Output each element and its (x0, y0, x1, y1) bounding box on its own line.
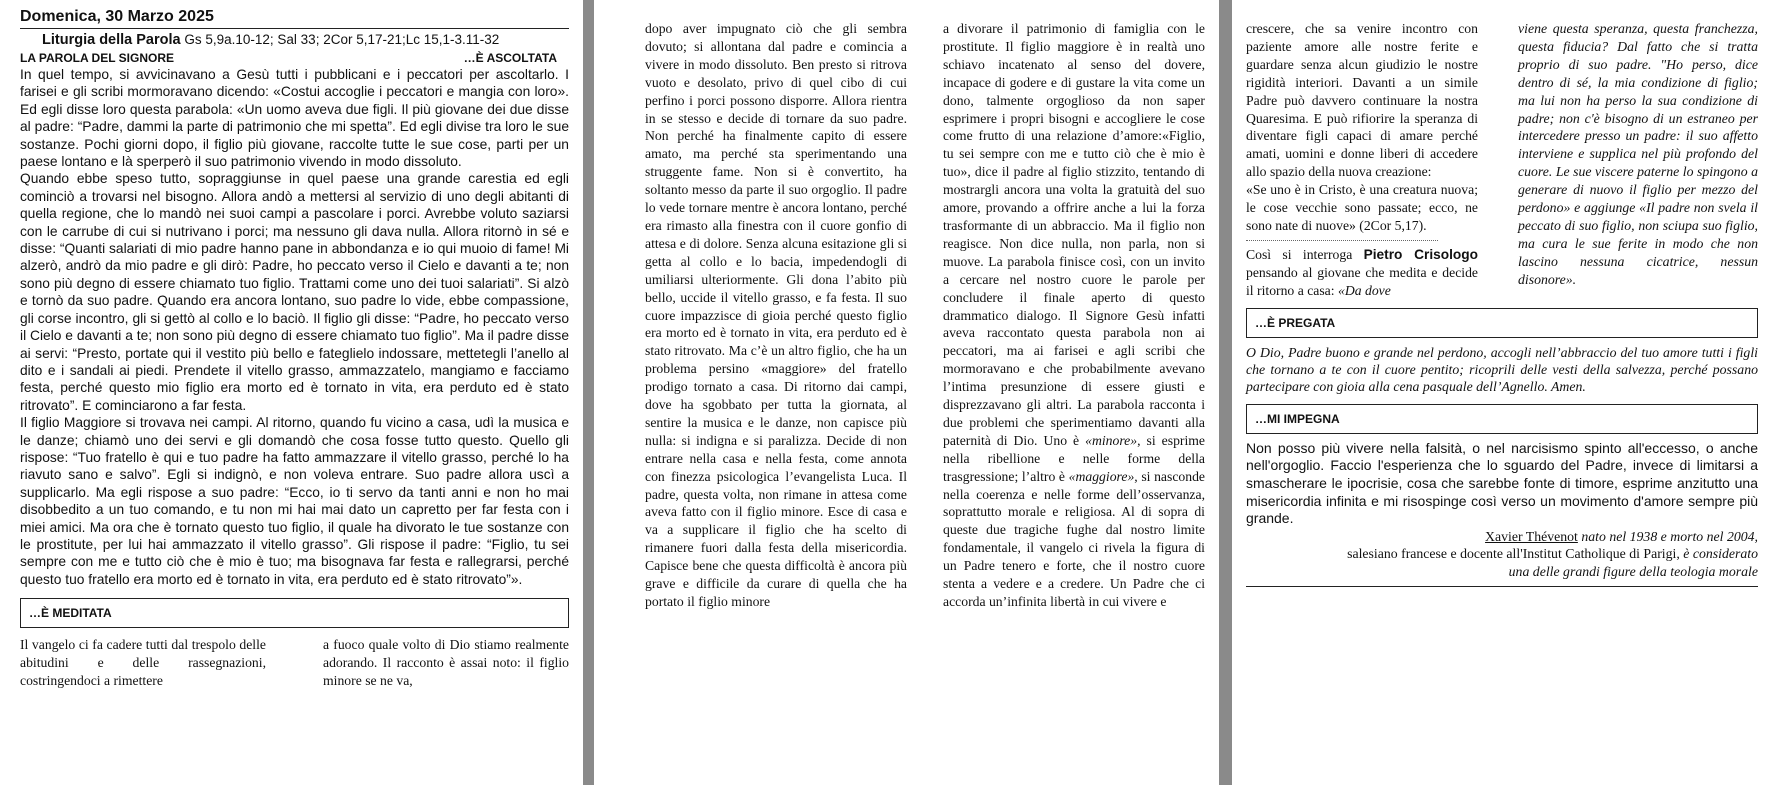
text-italic-run: «minore» (1085, 432, 1138, 448)
date-heading: Domenica, 30 Marzo 2025 (20, 8, 569, 29)
readings-reference: Gs 5,9a.10-12; Sal 33; 2Cor 5,17-21;Lc 15,1-3.11-32 (184, 32, 500, 47)
crisologo-intro (1246, 246, 1478, 300)
meditata-col-1: Il vangelo ci fa cadere tutti dal trespolo delle abitudini e delle rassegnazioni, costringendoci a rimettere (20, 637, 266, 688)
author-signature (1246, 528, 1758, 581)
text-run: a divorare il patrimonio di famiglia con le prostitute. Il figlio maggiore è in realtà uno schiavo incatenato al senso del dovere, incapace di godere e di gustare la vita come un dono, talmente orgoglioso da non saper esprimere i propri bisogni e accogliere le cose come frutto di una relazione d’amore:«Figlio, tu sei sempre con me e tutto ciò che è mio è tuo», dice il padre al figlio stizzito, tentando di mostrargli ancora una volta la gratuità del suo amore, provando a offrire anche a lui la forza trasformante di un abbraccio. Ma il figlio non reagisce. Non dice nulla, non parla, non si muove. La parabola finisce così, con un invito a cercare nel nostro cuore le parole per concludere il finale aperto di questo drammatico dialogo. Il Signore Gesù infatti aveva raccontato questa parabola non ai peccatori, ma ai farisei e agli scribi che mormoravano e che probabilmente avevano l’intima presunzione di essere giusti e disprezzavano gli altri. La parabola racconta i due problemi che sperimentiamo davanti alla paternità di Dio. Uno è (943, 21, 1205, 448)
meditata-col-2: a fuoco quale volto di Dio stiamo realmente adorando. Il racconto è assai noto: il figlio minore se ne va, (323, 637, 569, 688)
divider (1246, 240, 1438, 241)
impegno-text: Non posso più vivere nella falsità, o nel narcisismo spinto all'eccesso, o anche nell'orgoglio. Faccio l'esperienza che lo sguardo del Padre, invece di limitarsi a smascherare le ipocrisie, cosa che sarebbe fonte di timore, esprime anzitutto una misericordia infinita e mi risospinge così verso un movimento d'amore sempre più grande. (1246, 439, 1758, 527)
section-left-label: LA PAROLA DEL SIGNORE (20, 51, 175, 65)
meditata-col-3: dopo aver impugnato ciò che gli sembra dovuto; si allontana dal padre e comincia a vivere in modo dissoluto. Ben presto si ritrova vuoto e desolato, privo di quel cibo di cui perfino i porci possono disporre. Allora rientra in se stesso e decide di tornare da suo padre. Non perché ha finalmente capito di essere amato, ma perché sta sperimentando una struggente fame. Non si è convertito, ha soltanto messo da parte il suo orgoglio. Il padre lo vede tornare mentre è ancora lontano, perché era rimasto alla finestra con il cuore gonfio di attesa e di dolore. Senza alcuna esitazione gli si getta al collo e lo bacia, impedendogli di umiliarsi ulteriormente. Gli dona l’abito più bello, uccide il vitello grasso, e fa festa. Il suo cuore impazzisce di gioia perché questo figlio era morto ed è tornato in vita, era perduto ed è stato ritrovato. Ma c’è un altro figlio, che ha un problema persino «maggiore» del fratello prodigo tornato a casa. Di ritorno dai campi, dove ha sgobbato per tutta la giornata, al sentire la musica e le danze, non capisce più nulla: si indigna e si paralizza. Decide di non entrare nella casa e nella festa, come annota con finezza psicologica l’evangelista Luca. Il padre, questa volta, non rimane in attesa come aveva fatto con il figlio minore. Esce di casa e va a supplicare il figlio che ha scelto di rimanere fuori dalla festa della misericordia. Capisce bene che questa difficoltà è ancora più grave e difficile da curare di quella che ha portato il figlio minore (645, 21, 907, 609)
meditata-columns-3 (1246, 20, 1758, 300)
section-row (20, 51, 569, 65)
text-run: Così si interroga (1246, 246, 1364, 262)
author-link: Xavier Thévenot (1485, 528, 1578, 544)
text-italic-run: «Da dove (1337, 282, 1391, 298)
gospel-text (20, 66, 569, 588)
text-italic-run: nato nel 1938 e morto nel 2004, (1577, 528, 1758, 544)
signature-line-3 (1246, 563, 1758, 581)
gospel-paragraph: Il figlio Maggiore si trovava nei campi. Al ritorno, quando fu vicino a casa, udì la musica e le danze; chiamò uno dei servi e gli domandò che cosa fosse tutto questo. Quello gli rispose: “Tuo fratello è qui e tuo padre ha fatto ammazzare il vitello grasso, perché lo ha riavuto sano e salvo”. Egli si indignò, e non voleva entrare. Suo padre allora uscì a supplicarlo. Ma egli rispose a suo padre: “Ecco, io ti servo da tanti anni e non ho mai disobbedito a un tuo comando, e tu non mi hai mai dato un capretto per far festa con i miei amici. Ma ora che è tornato questo tuo figlio, il quale ha divorato le tue sostanze con le prostitute, per lui hai ammazzato il vitello grasso”. Gli rispose il padre: “Figlio, tu sei sempre con me e tutto ciò che è mio è tuo; ma bisognava far festa e rallegrarsi, perché questo tuo fratello era morto ed è tornato in vita, era perduto ed è stato ritrovato”». (20, 415, 569, 587)
liturgy-title: Liturgia della Parola (42, 32, 181, 48)
text-run: pensando al giovane che medita e decide il ritorno a casa: (1246, 264, 1478, 298)
scripture-quote: «Se uno è in Cristo, è una creatura nuova; le cose vecchie sono passate; ecco, ne sono nate di nuove» (2Cor 5,17). (1246, 182, 1478, 233)
meditata-col-5 (1246, 20, 1478, 300)
meditata-col-4 (943, 20, 1205, 611)
author-name: Pietro Crisologo (1363, 246, 1478, 262)
text-run: salesiano francese e docente all'Institut Catholique di Parigi, (1347, 546, 1684, 562)
gospel-paragraph: Quando ebbe speso tutto, sopraggiunse in quel paese una grande carestia ed egli cominciò a trovarsi nel bisogno. Allora andò a mettersi al servizio di uno degli abitanti di quella regione, che lo mandò nei suoi campi a pascolare i porci. Avrebbe voluto saziarsi con le carrube di cui si nutrivano i porci; ma nessuno gli dava nulla. Allora ritornò in sé e disse: “Quanti salariati di mio padre hanno pane in abbondanza e io qui muoio di fame! Mi alzerò, andrò da mio padre e gli dirò: Padre, ho peccato verso il Cielo e davanti a te; non sono più degno di essere chiamato tuo figlio. Trattami come uno dei tuoi salariati”. Si alzò e tornò da suo padre. Quando era ancora lontano, suo padre lo vide, ebbe compassione, gli corse incontro, gli si gettò al collo e lo baciò. Il figlio gli disse: “Padre, ho peccato verso il Cielo e davanti a te; non sono più degno di essere chiamato tuo figlio”. Ma il padre disse ai servi: “Presto, portate qui il vestito più bello e fateglielo indossare, mettetegli l’anello al dito e i sandali ai piedi. Prendete il vitello grasso, ammazzatelo, mangiamo e facciamo festa, perché questo mio figlio era morto ed è tornato in vita, era perduto ed è stato ritrovato”. E cominciarono a far festa. (20, 171, 569, 413)
page-2 (594, 0, 1219, 785)
prayer-text: O Dio, Padre buono e grande nel perdono, accogli nell’abbraccio del tuo amore tutti i figli che tornano a te con il cuore pentito; ricoprili delle vesti della salvezza, perché possano partecipare con gioia alla cena pasquale dell’Agnello. Amen. (1246, 344, 1758, 395)
text-italic-run: «maggiore» (1068, 468, 1135, 484)
signature-line-1 (1246, 528, 1758, 546)
bottom-rule (1246, 586, 1758, 587)
impegna-heading: …MI IMPEGNA (1246, 404, 1758, 434)
text-italic-run: una delle grandi figure della teologia morale (1508, 563, 1758, 579)
meditata-col-6: viene questa speranza, questa franchezza, questa fiducia? Dal fatto che si tratta proprio di suo padre. "Ho perso, dice dentro di sé, la mia condizione di figlio; ma lui non ha perso la sua condizione di padre; non c'è bisogno di un estraneo per intercedere presso un padre: il suo affetto interviene e supplica nel più profondo del cuore. Le sue viscere paterne lo spingono a generare di nuovo il figlio per mezzo del perdono» e aggiunge «Il padre non svela il peccato di suo figlio, non sciupa suo figlio, ma cura le sue ferite in modo che non lascino nessuna cicatrice, nessun disonore». (1518, 21, 1758, 287)
text-italic-run: è considerato (1683, 546, 1758, 562)
page-1 (0, 0, 583, 785)
meditata-columns (20, 636, 569, 690)
signature-line-2 (1246, 545, 1758, 563)
text-run: , si esprime nella ribellione e nelle forme della trasgressione; l’altro è (943, 432, 1205, 484)
meditata-heading: …È MEDITATA (20, 598, 569, 628)
section-right-label: …È ASCOLTATA (463, 51, 557, 65)
gospel-paragraph: In quel tempo, si avvicinavano a Gesù tutti i pubblicani e i peccatori per ascoltarlo. I farisei e gli scribi mormoravano dicendo: «Costui accoglie i peccatori e mangia con loro». Ed egli disse loro questa parabola: «Un uomo aveva due figli. Il più giovane dei due disse al padre: “Padre, dammi la parte di patrimonio che mi spetta”. Ed egli divise tra loro le sue sostanze. Pochi giorni dopo, il figlio più giovane, raccolte tutte le sue cose, parti per un paese lontano e là sperperò il suo patrimonio vivendo in modo dissoluto. (20, 67, 569, 170)
liturgy-line (42, 32, 569, 48)
text-run: , si nasconde nella coerenza e nelle forme dell’osservanza, soprattutto morale e religiosa. Al di sopra di queste due tragiche fughe dal nostro limite fondamentale, il vangelo ci rivela la figura di un Padre tenero e forte, che il nostro cuore stenta a vedere e a credere. Un Padre che ci accorda un’infinita libertà in cui vivere e (943, 468, 1206, 609)
meditata-columns-2 (645, 20, 1205, 611)
page-3 (1232, 0, 1774, 785)
pregata-heading: …È PREGATA (1246, 308, 1758, 338)
meditata-col-5-text: crescere, che sa venire incontro con paziente amore alle nostre ferite e guardare senza alcun giudizio le nostre rigidità interiori. Davanti a un simile Padre può davvero continuare la nostra Quaresima. E può rifiorire la speranza di diventare figli capaci di amare perché amati, uomini e donne liberi di accedere allo spazio della nuova creazione: (1246, 21, 1478, 180)
